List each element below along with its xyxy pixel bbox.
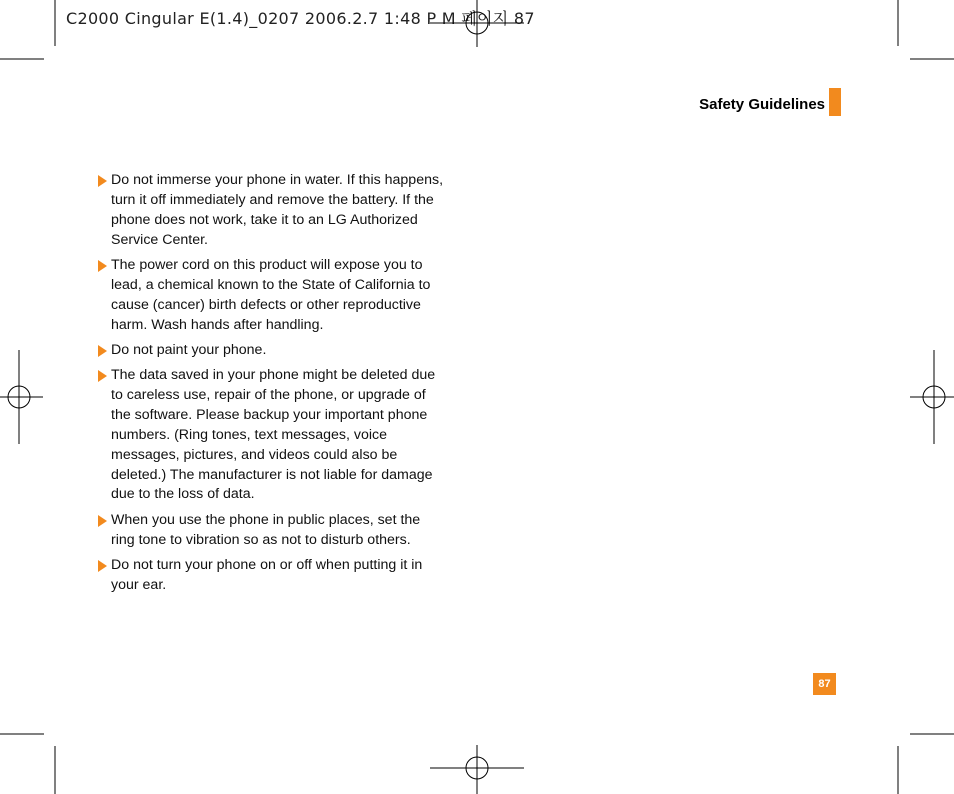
page-number: 87 (813, 673, 836, 695)
orange-triangle-bullet-icon (98, 260, 107, 272)
list-item (97, 556, 443, 596)
list-item (97, 366, 443, 505)
registration-mark-icon (0, 350, 43, 444)
section-title-accent-bar (829, 88, 841, 116)
orange-triangle-bullet-icon (98, 175, 107, 187)
orange-triangle-bullet-icon (98, 560, 107, 572)
registration-mark-icon (430, 0, 524, 47)
bullet-text: Do not turn your phone on or off when putting it in your ear. (111, 556, 423, 593)
bullet-text: When you use the phone in public places, set the ring tone to vibration so as not to disturb others. (111, 511, 421, 548)
list-item (97, 341, 443, 361)
section-title: Safety Guidelines (699, 96, 825, 113)
print-header: C2000 Cingular E(1.4)_0207 2006.2.7 1:48 P M 페이지 87 (66, 9, 535, 28)
bullet-text: The power cord on this product will expose you to lead, a chemical known to the State of California to cause (cancer) birth defects or other reproductive harm. Wash hands after handling. (111, 256, 431, 333)
list-item (97, 171, 443, 251)
safety-bullet-list (97, 171, 443, 601)
registration-mark-icon (430, 745, 524, 794)
bullet-text: Do not paint your phone. (111, 341, 267, 358)
orange-triangle-bullet-icon (98, 370, 107, 382)
bullet-text: The data saved in your phone might be deleted due to careless use, repair of the phone, or upgrade of the software. Please backup your important phone numbers. (Ring tones, text messages, voice messages, pictures, and videos could also be deleted.) The manufacturer is not liable for damage due to the loss of data. (111, 367, 436, 503)
bullet-text: Do not immerse your phone in water. If this happens, turn it off immediately and remove the battery. If the phone does not work, take it to an LG Authorized Service Center. (111, 172, 444, 248)
orange-triangle-bullet-icon (98, 515, 107, 527)
list-item (97, 511, 443, 551)
orange-triangle-bullet-icon (98, 345, 107, 357)
registration-mark-icon (910, 350, 954, 444)
list-item (97, 256, 443, 336)
